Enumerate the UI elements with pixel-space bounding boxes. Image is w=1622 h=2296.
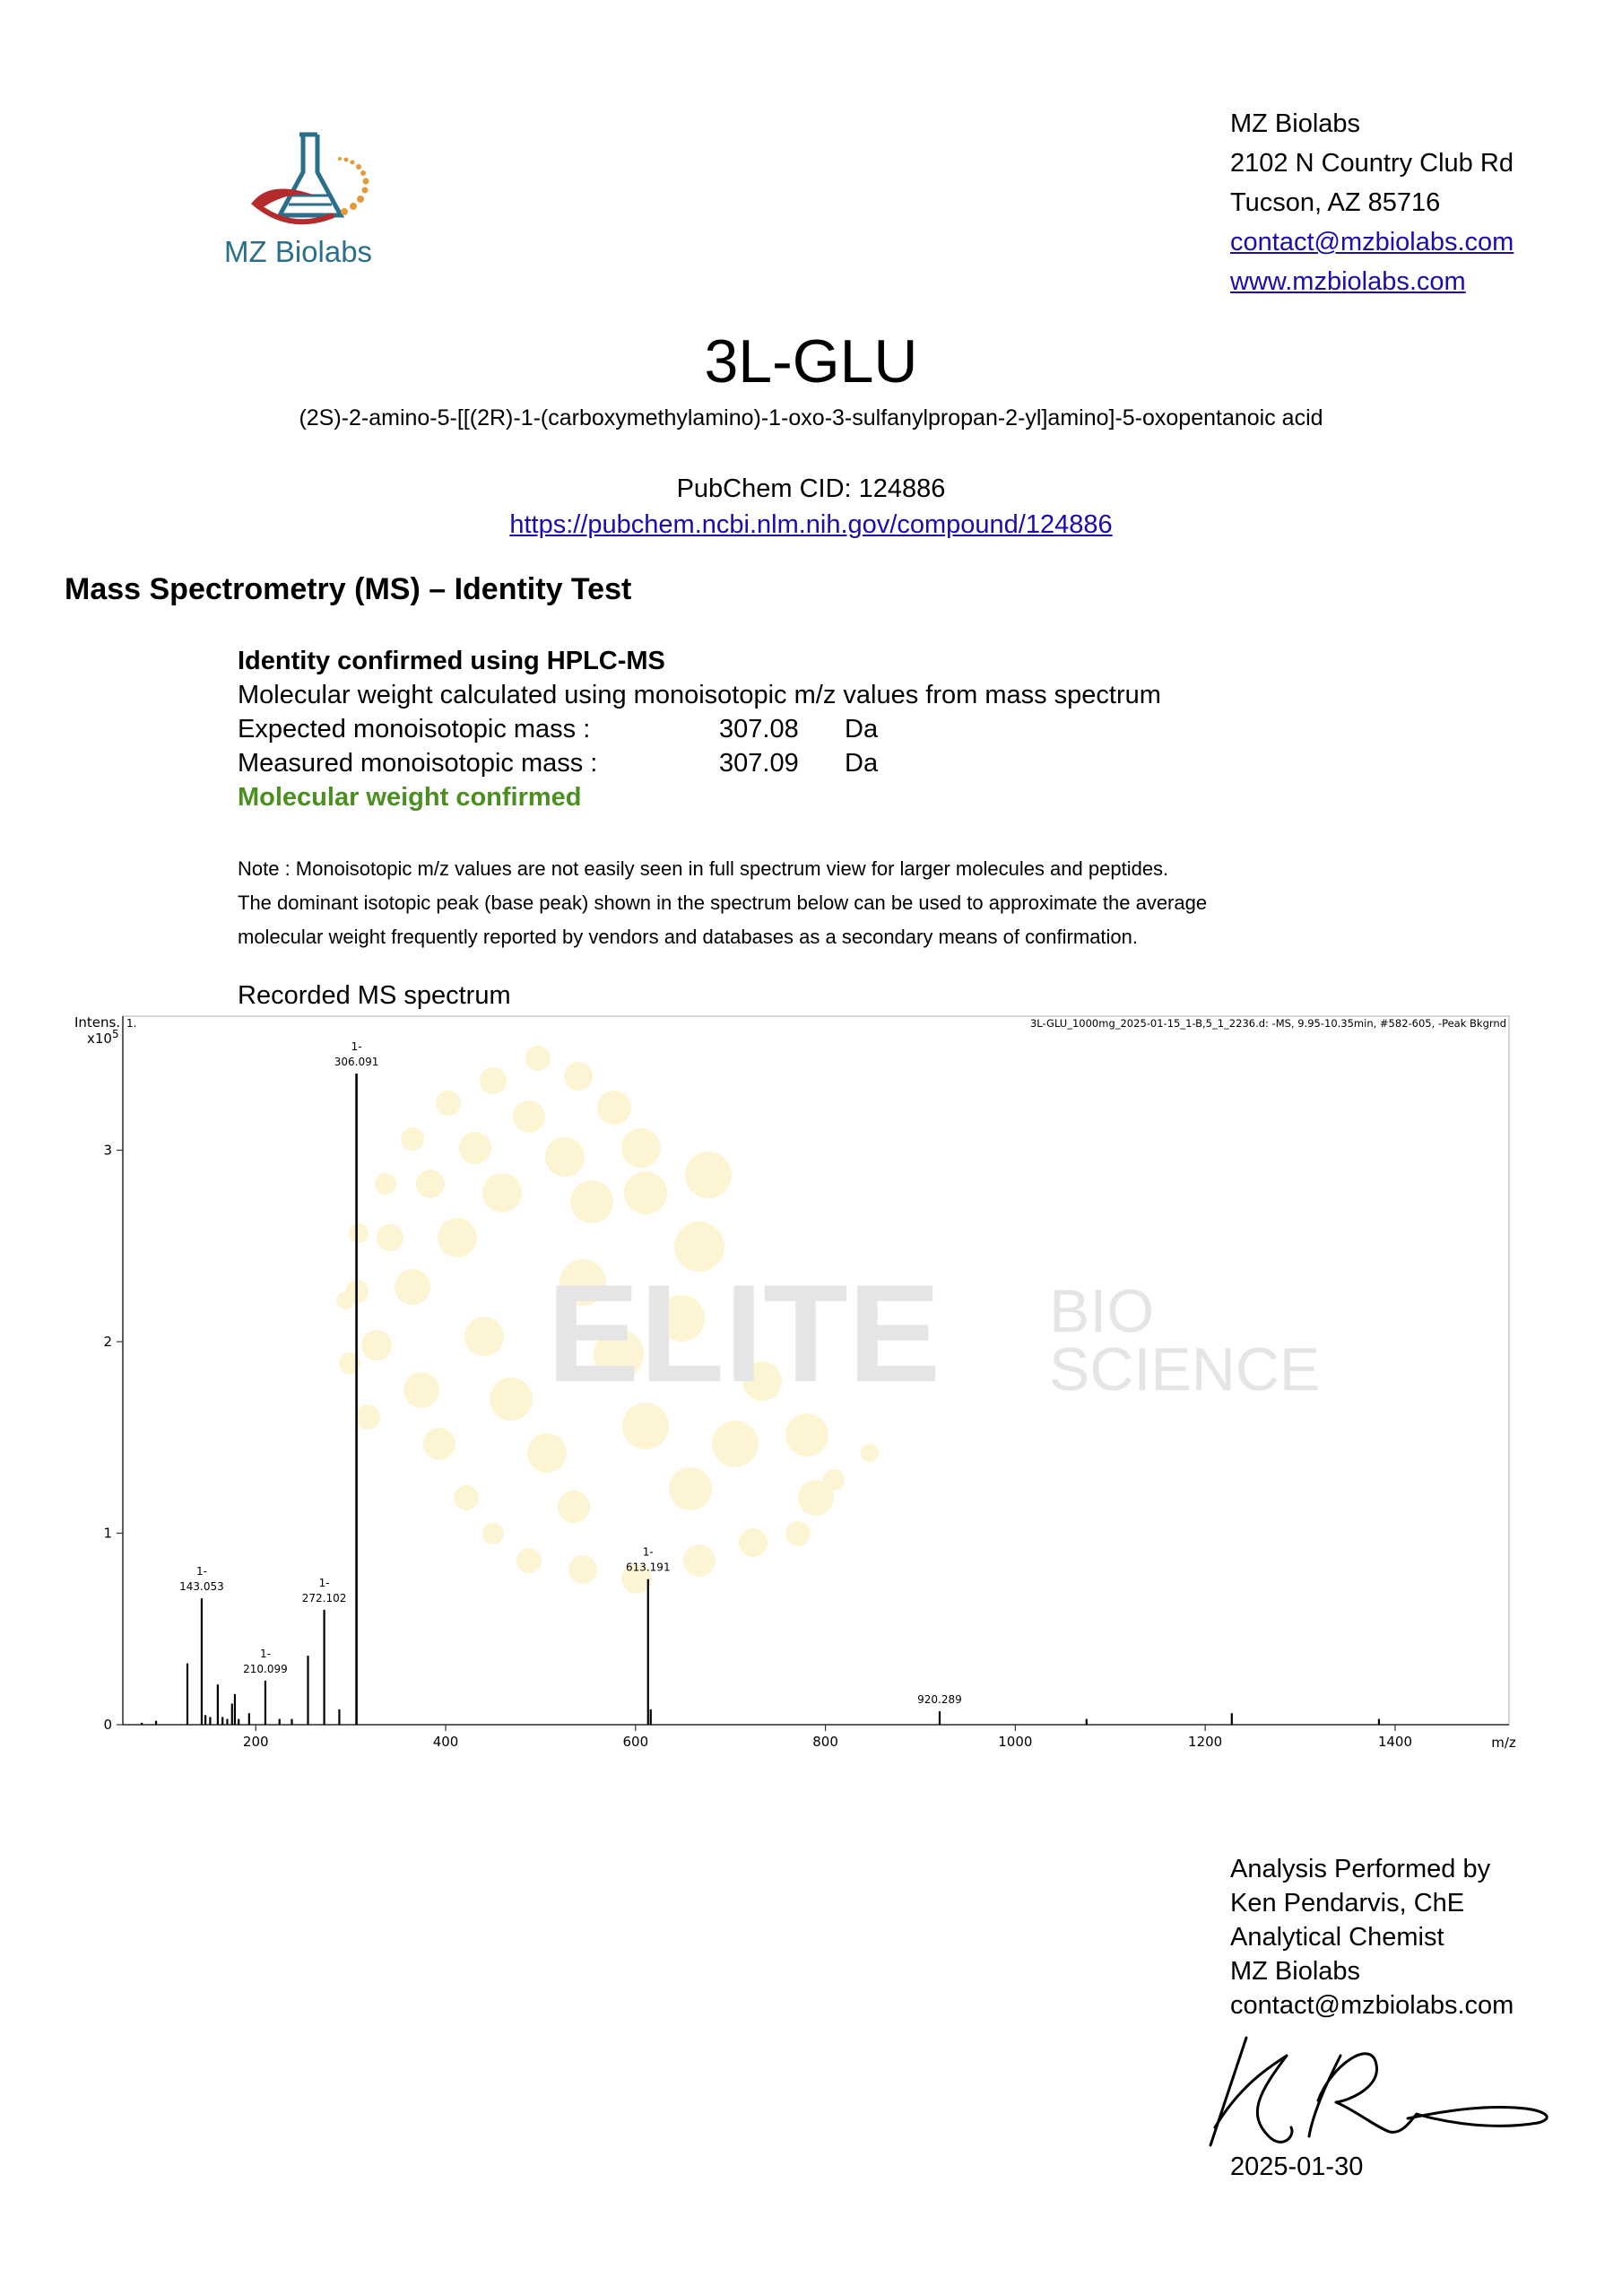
measured-mass-label: Measured monoisotopic mass : [238, 749, 598, 778]
street-address: 2102 N Country Club Rd [1230, 149, 1514, 178]
note-line: molecular weight frequently reported by vendors and databases as a secondary means of confirmation. [238, 926, 1139, 948]
pubchem-link[interactable]: https://pubchem.ncbi.nlm.nih.gov/compound/124886 [509, 510, 1113, 539]
note-line: Note : Monoisotopic m/z values are not easily seen in full spectrum view for larger molecules and peptides. [238, 857, 1169, 880]
measured-mass-value: 307.09 [719, 749, 799, 778]
spectrum-title: Recorded MS spectrum [238, 981, 511, 1010]
pubchem-cid: PubChem CID: 124886 [676, 474, 946, 503]
iupac-name: (2S)-2-amino-5-[[(2R)-1-(carboxymethylamino)-1-oxo-3-sulfanylpropan-2-yl]amino]-5-oxopentanoic acid [299, 405, 1323, 430]
peak-charge-label: 1- [642, 1545, 654, 1559]
analysis-company: MZ Biolabs [1230, 1957, 1361, 1986]
y-tick-label: 1 [103, 1525, 112, 1542]
y-tick-label: 0 [103, 1717, 112, 1733]
peak-mz-label: 272.102 [301, 1591, 347, 1605]
analyst-name: Ken Pendarvis, ChE [1230, 1889, 1465, 1918]
section-title: Mass Spectrometry (MS) – Identity Test [65, 572, 632, 606]
plot-frame [123, 1016, 1509, 1725]
x-tick-label: 400 [432, 1734, 459, 1750]
x-tick-label: 1400 [1377, 1734, 1413, 1750]
company-address [1230, 104, 1514, 301]
result-status: Molecular weight confirmed [238, 783, 582, 812]
city-address: Tucson, AZ 85716 [1230, 188, 1441, 217]
watermark-line1: BIO [1049, 1277, 1155, 1345]
measured-mass-unit: Da [845, 749, 879, 778]
peak-mz-label: 143.053 [179, 1580, 224, 1594]
expected-mass-row [238, 712, 1161, 746]
ms-spectrum-chart [54, 1009, 1524, 1753]
identity-method: Molecular weight calculated using monoisotopic m/z values from mass spectrum [238, 681, 1161, 709]
company-name: MZ Biolabs [1230, 109, 1361, 138]
measured-mass-row [238, 746, 1161, 780]
expected-mass-unit: Da [845, 715, 879, 744]
peak-charge-label: 1- [318, 1576, 330, 1589]
x-tick-label: 600 [622, 1734, 649, 1750]
email-link[interactable]: contact@mzbiolabs.com [1230, 228, 1514, 257]
peak-mz-label: 210.099 [243, 1662, 288, 1675]
note-line: The dominant isotopic peak (base peak) shown in the spectrum below can be used to approximate the average [238, 891, 1208, 914]
signature-date: 2025-01-30 [1230, 2152, 1364, 2181]
peak-charge-label: 1- [195, 1565, 207, 1578]
peak-mz-label: 613.191 [625, 1561, 671, 1574]
analysis-email: contact@mzbiolabs.com [1230, 1991, 1514, 2020]
analysis-block [1230, 1852, 1514, 2022]
website-link[interactable]: www.mzbiolabs.com [1230, 267, 1466, 296]
y-axis-label: Intens. [74, 1014, 121, 1031]
peak-charge-label: 1- [259, 1647, 271, 1660]
watermark-line2: SCIENCE [1049, 1335, 1321, 1404]
signature [1206, 2029, 1565, 2163]
identity-block [238, 644, 1161, 814]
expected-mass-value: 307.08 [719, 715, 799, 744]
chart-header-right: 3L-GLU_1000mg_2025-01-15_1-B,5_1_2236.d: -MS, 9.95-10.35min, #582-605, -Peak Bkgrnd [1029, 1017, 1506, 1030]
svg-text:x105 [87, 1028, 119, 1047]
compound-title: 3L-GLU [704, 327, 918, 396]
identity-heading: Identity confirmed using HPLC-MS [238, 647, 665, 675]
y-tick-label: 2 [103, 1333, 112, 1350]
peak-mz-label: 306.091 [334, 1056, 379, 1069]
chart-header-left: 1. [126, 1017, 137, 1030]
logo-text: MZ Biolabs [224, 235, 373, 268]
analyst-title: Analytical Chemist [1230, 1923, 1444, 1952]
analysis-line: Analysis Performed by [1230, 1855, 1491, 1883]
y-axis-unit: x10 [87, 1031, 112, 1047]
expected-mass-label: Expected monoisotopic mass : [238, 715, 591, 744]
note-block [238, 852, 1207, 954]
peak-charge-label: 1- [351, 1040, 362, 1054]
x-tick-label: 1000 [998, 1734, 1033, 1750]
y-axis-exponent: 5 [111, 1028, 119, 1040]
x-tick-label: 200 [242, 1734, 269, 1750]
x-axis-label: m/z [1491, 1735, 1516, 1751]
y-tick-label: 3 [103, 1142, 112, 1159]
pubchem-info [0, 471, 1622, 543]
x-tick-label: 1200 [1188, 1734, 1223, 1750]
watermark-main: ELITE [547, 1256, 941, 1411]
peak-mz-label: 920.289 [917, 1693, 962, 1707]
x-tick-label: 800 [812, 1734, 838, 1750]
